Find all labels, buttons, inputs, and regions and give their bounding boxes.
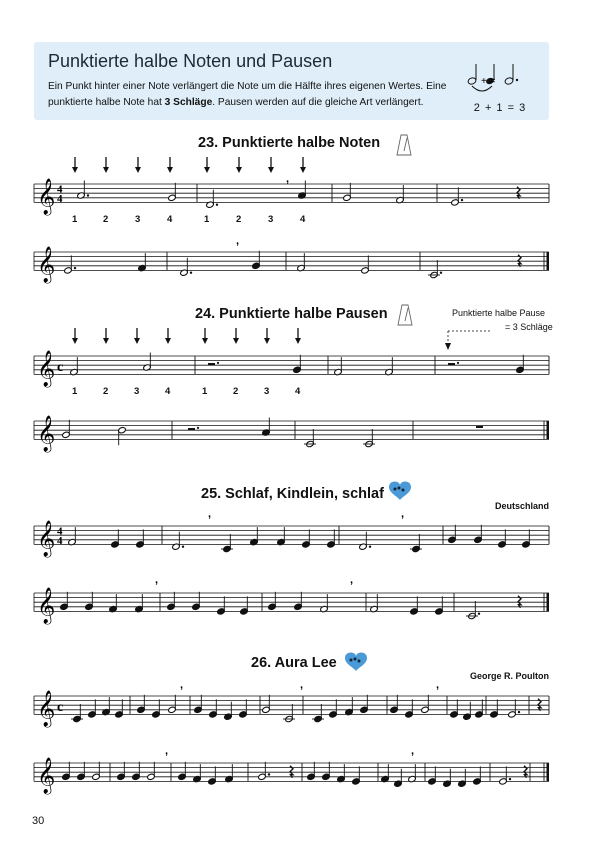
arrow-down-icon: [295, 338, 301, 344]
augmentation-dot: [190, 272, 192, 274]
count-24-8: 4: [295, 386, 301, 397]
count-24-1: 1: [72, 386, 78, 397]
heart-icon: [345, 652, 367, 671]
breath-mark: ,: [300, 679, 304, 691]
count-23-8: 4: [300, 214, 306, 225]
count-24-2: 2: [103, 386, 109, 397]
augmentation-dot: [509, 778, 511, 780]
info-title: Punktierte halbe Noten und Pausen: [48, 51, 333, 71]
origin-26: George R. Poulton: [469, 671, 549, 681]
time-signature: 4: [57, 525, 63, 538]
augmentation-dot: [440, 272, 442, 274]
breath-mark: ,: [350, 574, 354, 586]
treble-clef-icon: 𝄞: [37, 415, 56, 452]
count-24-7: 3: [264, 386, 270, 397]
heart-icon: [354, 658, 357, 661]
heart-icon: [402, 489, 405, 492]
treble-clef-icon: 𝄞: [37, 246, 56, 283]
heart-icon: [350, 659, 353, 662]
augmentation-dot: [478, 613, 480, 615]
origin-25: Deutschland: [494, 501, 549, 511]
time-signature: c: [57, 359, 64, 375]
info-text: Ein Punkt hinter einer Note verlängert die Note um die Hälfte ihres eigenen Wertes. Eine punktierte halbe Note hat 3 Schläge. Pausen werden auf die gleiche Art verlängert.: [48, 81, 447, 108]
arrow-down-icon: [445, 343, 451, 350]
half-rest: [208, 363, 215, 365]
arrow-down-icon: [134, 338, 140, 344]
heart-icon: [394, 488, 397, 491]
arrow-down-icon: [300, 167, 306, 173]
arrow-down-icon: [135, 167, 141, 173]
count-23-6: 2: [236, 214, 242, 225]
breath-mark: ,: [436, 679, 440, 691]
augmentation-dot: [74, 267, 76, 269]
arrow-down-icon: [165, 338, 171, 344]
augmentation-dot: [268, 773, 270, 775]
half-rest: [448, 363, 455, 365]
count-23-2: 2: [103, 214, 109, 225]
breath-mark: ,: [155, 574, 159, 586]
count-24-6: 2: [233, 386, 239, 397]
metronome-icon: [398, 305, 412, 325]
arrow-down-icon: [233, 338, 239, 344]
arrow-down-icon: [72, 338, 78, 344]
rest-note-line1: Punktierte halbe Pause: [452, 308, 546, 318]
count-23-1: 1: [72, 214, 78, 225]
time-signature: 4: [57, 534, 63, 547]
arrow-down-icon: [202, 338, 208, 344]
final-barline: [547, 421, 550, 439]
augmentation-dot: [87, 194, 89, 196]
breath-mark: ,: [208, 508, 212, 520]
augmentation-dot: [457, 362, 459, 364]
treble-clef-icon: 𝄞: [37, 757, 56, 794]
breath-mark: ,: [236, 235, 240, 247]
count-23-3: 3: [135, 214, 141, 225]
time-signature: 4: [57, 183, 63, 196]
augmentation-dot: [461, 199, 463, 201]
augmentation-dot: [217, 362, 219, 364]
exercise-25-title: 25. Schlaf, Kindlein, schlaf: [201, 486, 384, 502]
equation-symbols: + =: [481, 76, 496, 87]
count-24-3: 3: [134, 386, 140, 397]
whole-rest: [476, 426, 483, 428]
augmentation-dot: [216, 204, 218, 206]
augmentation-dot: [518, 711, 520, 713]
treble-clef-icon: 𝄞: [37, 690, 56, 727]
breath-mark: ,: [180, 679, 184, 691]
time-signature: c: [57, 699, 64, 715]
final-barline: [547, 763, 550, 781]
count-23-7: 3: [268, 214, 274, 225]
breath-mark: ,: [411, 745, 415, 757]
exercise-26-title: 26. Aura Lee: [251, 655, 337, 671]
count-24-4: 4: [165, 386, 171, 397]
arrow-down-icon: [103, 167, 109, 173]
treble-clef-icon: 𝄞: [37, 520, 56, 557]
count-24-5: 1: [202, 386, 208, 397]
equation-numbers: 2 + 1 = 3: [473, 102, 527, 114]
breath-mark: ,: [286, 173, 290, 185]
final-barline: [547, 593, 550, 611]
exercise-23-title: 23. Punktierte halbe Noten: [198, 135, 381, 151]
rest-note-line2: = 3 Schläge: [505, 322, 553, 332]
count-23-5: 1: [204, 214, 210, 225]
arrow-down-icon: [204, 167, 210, 173]
arrow-down-icon: [236, 167, 242, 173]
treble-clef-icon: 𝄞: [37, 178, 56, 215]
breath-mark: ,: [165, 745, 169, 757]
arrow-down-icon: [72, 167, 78, 173]
treble-clef-icon: 𝄞: [37, 587, 56, 624]
exercise-24-title: 24. Punktierte halbe Pausen: [195, 306, 388, 322]
breath-mark: ,: [401, 508, 405, 520]
heart-icon: [398, 487, 401, 490]
time-signature: 4: [57, 192, 63, 205]
augmentation-dot: [369, 546, 371, 548]
metronome-icon: [397, 135, 411, 155]
arrow-down-icon: [264, 338, 270, 344]
count-23-4: 4: [167, 214, 173, 225]
heart-icon: [358, 660, 361, 663]
heart-icon: [389, 481, 411, 500]
arrow-down-icon: [167, 167, 173, 173]
page-number: 30: [32, 815, 45, 827]
augmentation-dot: [182, 546, 184, 548]
arrow-down-icon: [268, 167, 274, 173]
arrow-down-icon: [103, 338, 109, 344]
half-rest: [188, 428, 195, 430]
treble-clef-icon: 𝄞: [37, 350, 56, 387]
final-barline: [547, 252, 550, 270]
augmentation-dot: [197, 427, 199, 429]
